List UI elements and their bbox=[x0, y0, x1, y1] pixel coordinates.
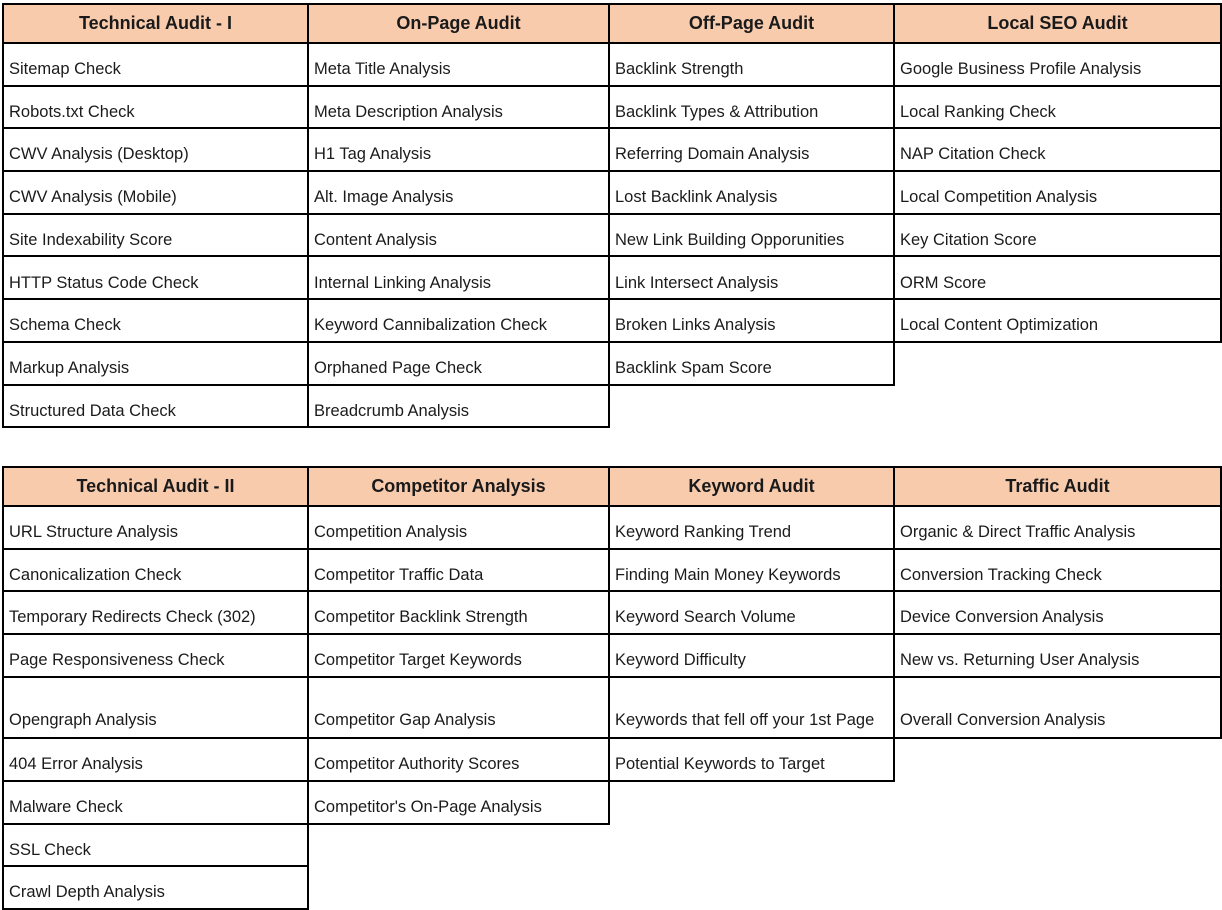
audit-item-cell: Competition Analysis bbox=[307, 505, 610, 550]
audit-item-cell: CWV Analysis (Mobile) bbox=[2, 170, 309, 215]
audit-item-cell: Broken Links Analysis bbox=[608, 298, 895, 343]
audit-item-cell: Content Analysis bbox=[307, 213, 610, 258]
column-header-technical-audit-ii: Technical Audit - II bbox=[2, 466, 309, 507]
column-header-competitor-analysis: Competitor Analysis bbox=[307, 466, 610, 507]
audit-item-cell: Site Indexability Score bbox=[2, 213, 309, 258]
audit-column-technical-audit-i bbox=[2, 3, 309, 428]
column-header-keyword-audit: Keyword Audit bbox=[608, 466, 895, 507]
audit-item-cell: Local Ranking Check bbox=[893, 85, 1222, 130]
audit-item-cell: 404 Error Analysis bbox=[2, 737, 309, 782]
audit-item-cell: HTTP Status Code Check bbox=[2, 255, 309, 300]
audit-item-cell: Local Competition Analysis bbox=[893, 170, 1222, 215]
audit-item-cell: Sitemap Check bbox=[2, 42, 309, 87]
audit-item-cell: Structured Data Check bbox=[2, 384, 309, 429]
audit-column-competitor-analysis bbox=[307, 466, 610, 825]
audit-item-cell: Markup Analysis bbox=[2, 341, 309, 386]
column-header-off-page-audit: Off-Page Audit bbox=[608, 3, 895, 44]
audit-item-cell: Organic & Direct Traffic Analysis bbox=[893, 505, 1222, 550]
audit-item-cell: Competitor's On-Page Analysis bbox=[307, 780, 610, 825]
audit-column-on-page-audit bbox=[307, 3, 610, 428]
audit-item-cell: Meta Description Analysis bbox=[307, 85, 610, 130]
audit-item-cell: ORM Score bbox=[893, 255, 1222, 300]
audit-item-cell: Finding Main Money Keywords bbox=[608, 548, 895, 593]
audit-item-cell: Device Conversion Analysis bbox=[893, 590, 1222, 635]
audit-column-technical-audit-ii bbox=[2, 466, 309, 910]
audit-item-cell: Orphaned Page Check bbox=[307, 341, 610, 386]
audit-item-cell: Keyword Search Volume bbox=[608, 590, 895, 635]
audit-item-cell: Schema Check bbox=[2, 298, 309, 343]
audit-item-cell: Lost Backlink Analysis bbox=[608, 170, 895, 215]
column-header-on-page-audit: On-Page Audit bbox=[307, 3, 610, 44]
audit-item-cell: New vs. Returning User Analysis bbox=[893, 633, 1222, 678]
audit-item-cell: Competitor Traffic Data bbox=[307, 548, 610, 593]
audit-item-cell: Breadcrumb Analysis bbox=[307, 384, 610, 429]
audit-item-cell: New Link Building Opporunities bbox=[608, 213, 895, 258]
audit-column-off-page-audit bbox=[608, 3, 895, 386]
audit-item-cell: Opengraph Analysis bbox=[2, 676, 309, 740]
column-header-local-seo-audit: Local SEO Audit bbox=[893, 3, 1222, 44]
audit-column-traffic-audit bbox=[893, 466, 1222, 739]
audit-item-cell: Competitor Target Keywords bbox=[307, 633, 610, 678]
audit-item-cell: Potential Keywords to Target bbox=[608, 737, 895, 782]
column-header-technical-audit-i: Technical Audit - I bbox=[2, 3, 309, 44]
audit-item-cell: Internal Linking Analysis bbox=[307, 255, 610, 300]
audit-item-cell: Referring Domain Analysis bbox=[608, 127, 895, 172]
audit-item-cell: Robots.txt Check bbox=[2, 85, 309, 130]
audit-item-cell: Conversion Tracking Check bbox=[893, 548, 1222, 593]
audit-item-cell: Canonicalization Check bbox=[2, 548, 309, 593]
audit-column-keyword-audit bbox=[608, 466, 895, 782]
audit-item-cell: Crawl Depth Analysis bbox=[2, 865, 309, 910]
audit-item-cell: Meta Title Analysis bbox=[307, 42, 610, 87]
audit-item-cell: URL Structure Analysis bbox=[2, 505, 309, 550]
audit-item-cell: Backlink Spam Score bbox=[608, 341, 895, 386]
audit-item-cell: NAP Citation Check bbox=[893, 127, 1222, 172]
audit-item-cell: Temporary Redirects Check (302) bbox=[2, 590, 309, 635]
audit-item-cell: Backlink Strength bbox=[608, 42, 895, 87]
audit-item-cell: Competitor Backlink Strength bbox=[307, 590, 610, 635]
audit-item-cell: Competitor Gap Analysis bbox=[307, 676, 610, 740]
audit-item-cell: Google Business Profile Analysis bbox=[893, 42, 1222, 87]
audit-item-cell: Link Intersect Analysis bbox=[608, 255, 895, 300]
audit-item-cell: SSL Check bbox=[2, 823, 309, 868]
audit-item-cell: Alt. Image Analysis bbox=[307, 170, 610, 215]
audit-item-cell: Keyword Difficulty bbox=[608, 633, 895, 678]
audit-item-cell: Keywords that fell off your 1st Page bbox=[608, 676, 895, 740]
audit-item-cell: Keyword Ranking Trend bbox=[608, 505, 895, 550]
audit-item-cell: Key Citation Score bbox=[893, 213, 1222, 258]
audit-item-cell: CWV Analysis (Desktop) bbox=[2, 127, 309, 172]
audit-item-cell: H1 Tag Analysis bbox=[307, 127, 610, 172]
audit-item-cell: Overall Conversion Analysis bbox=[893, 676, 1222, 740]
audit-item-cell: Local Content Optimization bbox=[893, 298, 1222, 343]
audit-item-cell: Keyword Cannibalization Check bbox=[307, 298, 610, 343]
seo-audit-table-1 bbox=[2, 3, 1222, 428]
audit-column-local-seo-audit bbox=[893, 3, 1222, 343]
seo-audit-table-2 bbox=[2, 466, 1222, 910]
audit-item-cell: Malware Check bbox=[2, 780, 309, 825]
audit-item-cell: Page Responsiveness Check bbox=[2, 633, 309, 678]
audit-item-cell: Competitor Authority Scores bbox=[307, 737, 610, 782]
column-header-traffic-audit: Traffic Audit bbox=[893, 466, 1222, 507]
audit-item-cell: Backlink Types & Attribution bbox=[608, 85, 895, 130]
